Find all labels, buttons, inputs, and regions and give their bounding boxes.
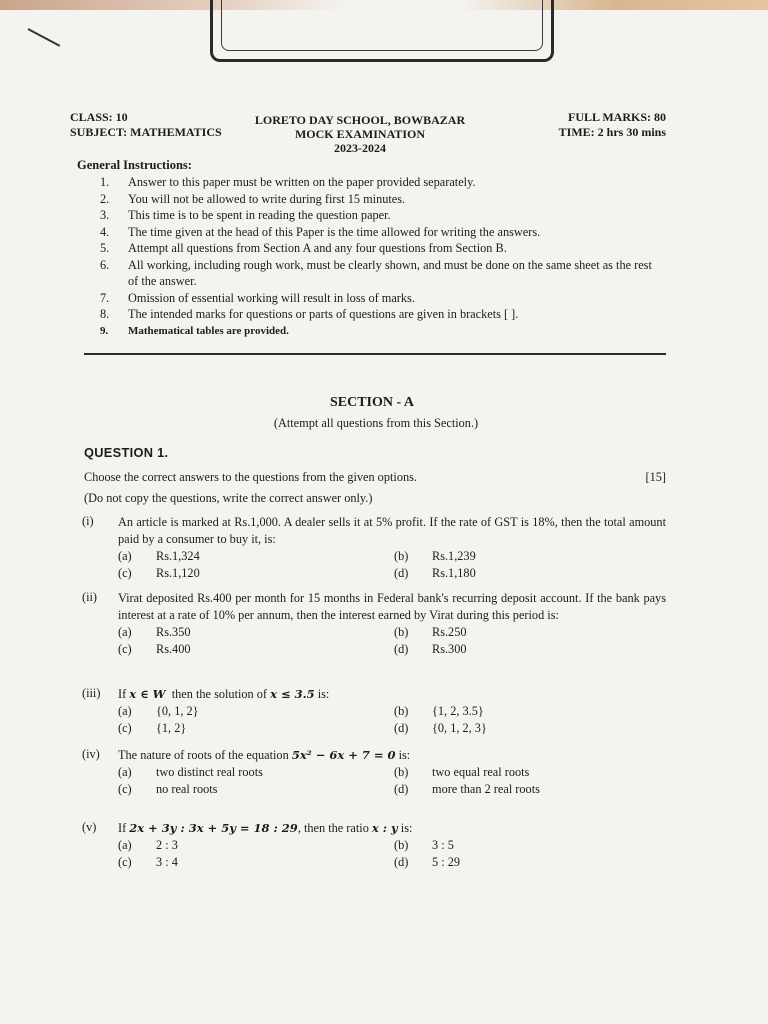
sub-question-number: (iv) [82,747,100,761]
option-label: (a) [118,765,132,779]
option [394,624,467,641]
sub-question-text: An article is marked at Rs.1,000. A dealer sells it at 5% profit. If the rate of GST is 18%, then the total amount paid by a consumer to buy it, is: [118,515,666,546]
option-label: (b) [394,838,409,852]
option-label: (a) [118,704,132,718]
option [118,548,200,565]
instruction-text: The intended marks for questions or parts of questions are given in brackets [ ]. [128,307,519,321]
instruction-item [100,191,660,208]
sub-question-number: (iii) [82,686,101,700]
instruction-text: Attempt all questions from Section A and any four questions from Section B. [128,241,507,255]
option [118,720,186,737]
option-text: more than 2 real roots [432,782,540,796]
option-label: (d) [394,642,409,656]
pen-mark [28,28,61,47]
instruction-item [100,174,660,191]
full-marks: FULL MARKS: 80 [567,110,666,124]
option [118,837,178,854]
option-label: (d) [394,782,409,796]
sub-question [82,590,666,658]
option [394,641,467,658]
text-fragment: is: [317,687,330,701]
question-marks: [15] [645,470,666,484]
options [118,837,666,871]
instruction-number: 1. [100,175,110,189]
header-right [559,110,666,140]
text-fragment: If [118,687,127,701]
text-fragment: If [118,821,127,835]
instruction-number: 8. [100,307,110,321]
math-expression: 5x² − 6x + 7 = 0 [291,748,396,762]
sub-question-text [118,820,666,837]
option [118,854,178,871]
sub-question-text [118,747,666,764]
text-fragment: The nature of roots of the equation [118,748,289,762]
option [118,565,200,582]
instruction-text: Answer to this paper must be written on the paper provided separately. [128,175,476,189]
instruction-number: 9. [100,324,109,337]
instruction-number: 3. [100,208,110,222]
instruction-text: This time is to be spent in reading the question paper. [128,208,391,222]
instruction-number: 2. [100,191,110,206]
instruction-item [100,306,660,323]
option [394,837,454,854]
header-left [70,110,222,140]
option-text: {0, 1, 2} [156,704,199,718]
option [118,703,199,720]
option-text: two equal real roots [432,765,530,779]
option-label: (b) [394,549,409,563]
option [394,720,487,737]
section-title: SECTION - A [329,395,415,410]
class-label: CLASS: 10 [70,110,128,124]
option-text: 5 : 29 [432,855,461,869]
instruction-text: Omission of essential working will result in loss of marks. [128,290,415,305]
option-text: Rs.1,239 [432,549,476,563]
option-text: 3 : 5 [432,838,454,852]
instructions-list [100,174,660,339]
instruction-text: You will not be allowed to write during first 15 minutes. [128,191,406,206]
option [394,781,540,798]
option-label: (d) [394,721,409,735]
section-subtitle: (Attempt all questions from this Section.) [273,416,479,430]
instruction-text: Mathematical tables are provided. [128,324,289,337]
instruction-item [100,207,660,224]
instruction-item [100,323,660,340]
question-intro [84,470,666,485]
option-text: {1, 2, 3.5} [432,704,484,718]
exam-year: 2023-2024 [334,141,386,155]
sub-question [82,820,666,871]
sub-question [82,747,666,798]
sub-question [82,514,666,582]
option [394,548,476,565]
question-heading: QUESTION 1. [84,445,169,460]
instruction-item [100,290,660,307]
option [394,764,529,781]
text-fragment: , then the ratio [297,821,369,835]
option-text: Rs.1,180 [432,566,476,580]
option-text: {1, 2} [156,721,187,735]
option-text: no real roots [156,782,218,796]
clipboard-clip [210,0,554,62]
text-fragment: is: [400,821,413,835]
text-fragment: then the solution of [171,687,268,701]
option-text: Rs.350 [156,625,191,639]
option-text: two distinct real roots [156,765,263,779]
option-label: (b) [394,625,409,639]
sub-question [82,686,666,737]
option-text: Rs.400 [156,642,191,656]
time-allowed: TIME: 2 hrs 30 mins [558,125,666,139]
question-note: (Do not copy the questions, write the correct answer only.) [84,491,373,505]
sub-question-text [118,686,666,703]
option-text: 3 : 4 [156,855,178,869]
instruction-item [100,240,660,257]
sub-question-text: Virat deposited Rs.400 per month for 15 months in Federal bank's recurring deposit account. If the bank pays interest at a rate of 10% per annum, then the interest earned by Virat during this period is: [118,591,666,622]
instruction-number: 5. [100,241,110,255]
option-text: Rs.1,324 [156,549,200,563]
school-name: LORETO DAY SCHOOL, BOWBAZAR [254,113,466,127]
option [118,781,217,798]
option-label: (b) [394,704,409,718]
sub-question-number: (i) [82,514,94,528]
option-text: 2 : 3 [156,838,178,852]
option [394,854,460,871]
math-expression: x ∈ W [129,687,166,701]
math-expression: 2x + 3y : 3x + 5y = 18 : 29 [129,821,298,835]
instructions-title: General Instructions: [77,158,192,172]
sub-question-number: (ii) [82,590,98,604]
instruction-number: 6. [100,257,110,272]
exam-name: MOCK EXAMINATION [294,127,426,141]
instruction-text: All working, including rough work, must be clearly shown, and must be done on the same sheet as the rest of the answer. [128,257,652,288]
option-label: (c) [118,642,132,656]
instruction-item [100,257,660,290]
math-expression: x ≤ 3.5 [270,687,315,701]
math-expression: x : y [371,821,398,835]
options [118,764,666,798]
options [118,548,666,582]
option [394,565,476,582]
option-label: (d) [394,566,409,580]
sub-question-number: (v) [82,820,97,834]
instruction-number: 7. [100,290,110,305]
instruction-number: 4. [100,224,110,239]
options [118,624,666,658]
option-label: (a) [118,549,132,563]
option-label: (c) [118,721,132,735]
option-label: (a) [118,838,132,852]
section-divider [84,353,666,355]
question-intro-text: Choose the correct answers to the questions from the given options. [84,470,417,484]
option-text: {0, 1, 2, 3} [432,721,487,735]
option-text: Rs.250 [432,625,467,639]
option [118,764,263,781]
option-label: (b) [394,765,409,779]
option [118,641,191,658]
option [394,703,484,720]
option-text: Rs.1,120 [156,566,200,580]
option-label: (c) [118,782,132,796]
instruction-item [100,224,660,241]
options [118,703,666,737]
option-text: Rs.300 [432,642,467,656]
option-label: (a) [118,625,132,639]
instruction-text: The time given at the head of this Paper is the time allowed for writing the answers. [128,224,541,239]
option-label: (c) [118,855,132,869]
text-fragment: is: [398,748,411,762]
option-label: (c) [118,566,132,580]
subject-label: SUBJECT: MATHEMATICS [70,125,222,139]
header-center [245,113,475,155]
option-label: (d) [394,855,409,869]
option [118,624,191,641]
